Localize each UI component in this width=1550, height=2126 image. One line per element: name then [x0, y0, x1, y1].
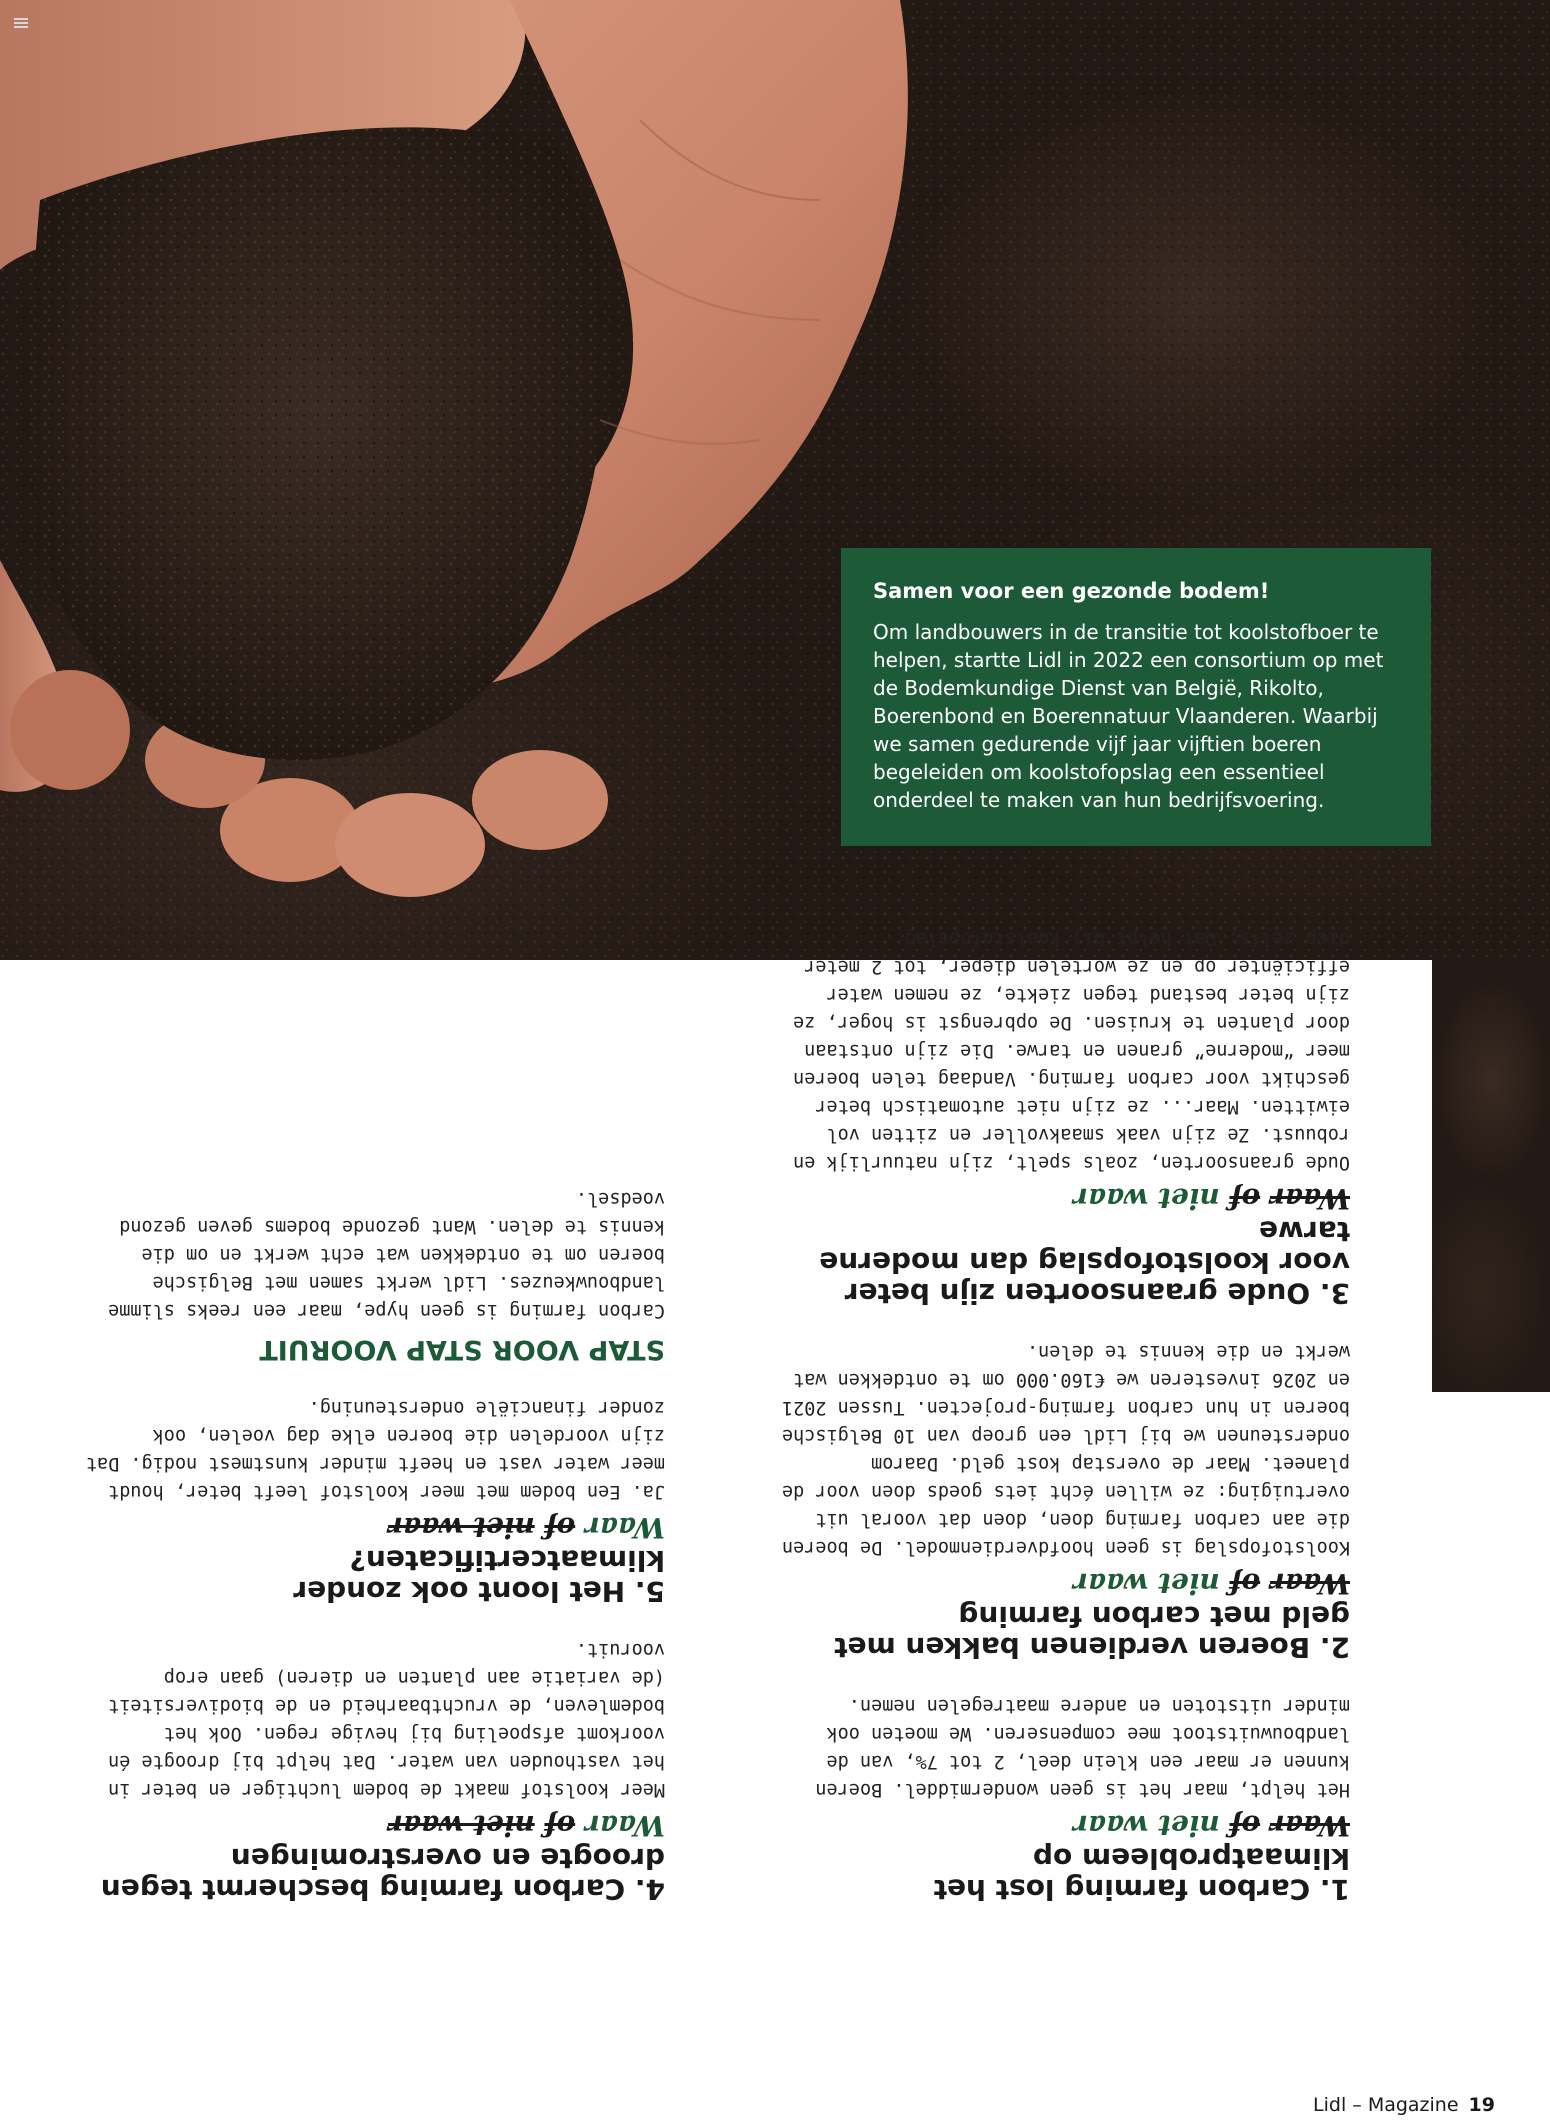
verdict-of: of — [544, 1511, 576, 1544]
info-box — [841, 548, 1431, 846]
verdict-waar: Waar — [1269, 1182, 1350, 1215]
magazine-label: Lidl – Magazine — [1313, 2094, 1459, 2116]
article-column-right — [80, 1156, 665, 1905]
page-number: 19 — [1468, 2094, 1495, 2116]
myth-title: 5. Het loont ook zonder klimaatcertificaten? — [293, 1544, 665, 1608]
myth-body: Koolstofopslag is geen hoofdverdienmodel. De boeren die aan carbon farming doen, doen dat vooral uit overtuiging: ze willen écht iets goeds doen voor de planeet. Maar de overstap kost geld. Daarom ondersteunen we bij Lidl een groep van 10 Belgische boeren in hun carbon farming-projecten. Tussen 2021 en 2026 investeren we €160.000 om te ontdekken wat werkt en die kennis te delen. — [781, 1341, 1350, 1558]
verdict-waar: Waar — [584, 1511, 665, 1544]
myth-section-2 — [765, 1337, 1350, 1663]
verdict-of: of — [1229, 1809, 1261, 1842]
verdict-waar: Waar — [1269, 1567, 1350, 1600]
info-box-body: Om landbouwers in de transitie tot koolstofboer te helpen, startte Lidl in 2022 een consortium op met de Bodemkundige Dienst van België, Rikolto, Boerenbond en Boerennatuur Vlaanderen. Waarbij we samen gedurende vijf jaar vijftien boeren begeleiden om koolstofopslag een essentieel onderdeel te maken van hun bedrijfsvoering. — [873, 620, 1384, 812]
myth-title: 1. Carbon farming lost het klimaatprobleem op — [933, 1842, 1350, 1906]
page-footer — [1240, 2094, 1495, 2116]
verdict — [765, 1809, 1350, 1841]
myth-body: Oude graansoorten, zoals spelt, zijn natuurlijk en robuust. Ze zijn vaak smaakvoller en zitten vol eiwitten. Maar... ze zijn niet automatisch beter geschikt voor carbon farming. Vandaag telen boeren meer “moderne” granen en tarwe. Die zijn ontstaan door planten te kruisen. De opbrengst is hoger, ze zijn beter bestand tegen ziekte, ze nemen water efficiënter op en ze wortelen dieper, tot 2 meter diep zelfs. Dat helpt bij koolstofopslag. — [793, 928, 1350, 1173]
myth-section-4 — [80, 1635, 665, 1905]
verdict-niet-waar: niet waar — [1073, 1809, 1220, 1842]
myth-title: 3. Oude graansoorten zijn beter voor koolstofopslag dan moderne tarwe — [819, 1215, 1350, 1310]
article-rotated — [80, 928, 1350, 1906]
menu-icon[interactable] — [14, 18, 28, 28]
verdict-waar: Waar — [584, 1809, 665, 1842]
verdict — [765, 1567, 1350, 1599]
myth-body: Het helpt, maar het is geen wondermiddel. Boeren kunnen er maar een klein deel, 2 tot 7%, van de landbouwuitstoot mee compenseren. We moeten ook minder uitstoten en andere maatregelen nemen. — [815, 1695, 1350, 1800]
verdict-niet-waar: niet waar — [1073, 1182, 1220, 1215]
myth-section-1 — [765, 1691, 1350, 1905]
stap-title: STAP VOOR STAP VOORUIT — [259, 1334, 665, 1365]
stap-body: Carbon farming is geen hype, maar een reeks slimme landbouwkeuzes. Lidl werkt samen met Belgische boeren om te ontdekken wat echt werkt en om die kennis te delen. Want gezonde bodems geven gezond voedsel. — [108, 1188, 665, 1321]
info-box-title: Samen voor een gezonde bodem! — [873, 579, 1270, 603]
verdict — [80, 1809, 665, 1841]
myth-title: 4. Carbon farming beschermt tegen droogte en overstromingen — [100, 1842, 665, 1906]
verdict-of: of — [544, 1809, 576, 1842]
myth-title: 2. Boeren verdienen bakken met geld met carbon farming — [834, 1600, 1350, 1664]
myth-section-5 — [80, 1393, 665, 1607]
verdict-waar: Waar — [1269, 1809, 1350, 1842]
myth-body: Ja. Een bodem met meer koolstof leeft beter, houdt meer water vast en heeft minder kunstmest nodig. Dat zijn voordelen die boeren elke dag voelen, ook zonder financiële ondersteuning. — [85, 1397, 665, 1502]
myth-section-3 — [765, 924, 1350, 1309]
verdict-niet-waar: niet waar — [388, 1511, 535, 1544]
article-column-left — [765, 896, 1350, 1905]
verdict-niet-waar: niet waar — [388, 1809, 535, 1842]
verdict-niet-waar: niet waar — [1073, 1567, 1220, 1600]
verdict — [765, 1182, 1350, 1214]
soil-photo-strip — [1432, 960, 1550, 1392]
verdict-of: of — [1229, 1182, 1261, 1215]
stap-voor-stap-section — [80, 1184, 665, 1365]
myth-body: Meer koolstof maakt de bodem luchtiger en beter in het vasthouden van water. Dat helpt bij droogte én voorkomt afspoeling bij hevige regen. Ook het bodemleven, de vruchtbaarheid en de biodiversiteit (de variatie aan planten en dieren) gaan erop vooruit. — [108, 1639, 665, 1800]
verdict-of: of — [1229, 1567, 1261, 1600]
verdict — [80, 1511, 665, 1543]
